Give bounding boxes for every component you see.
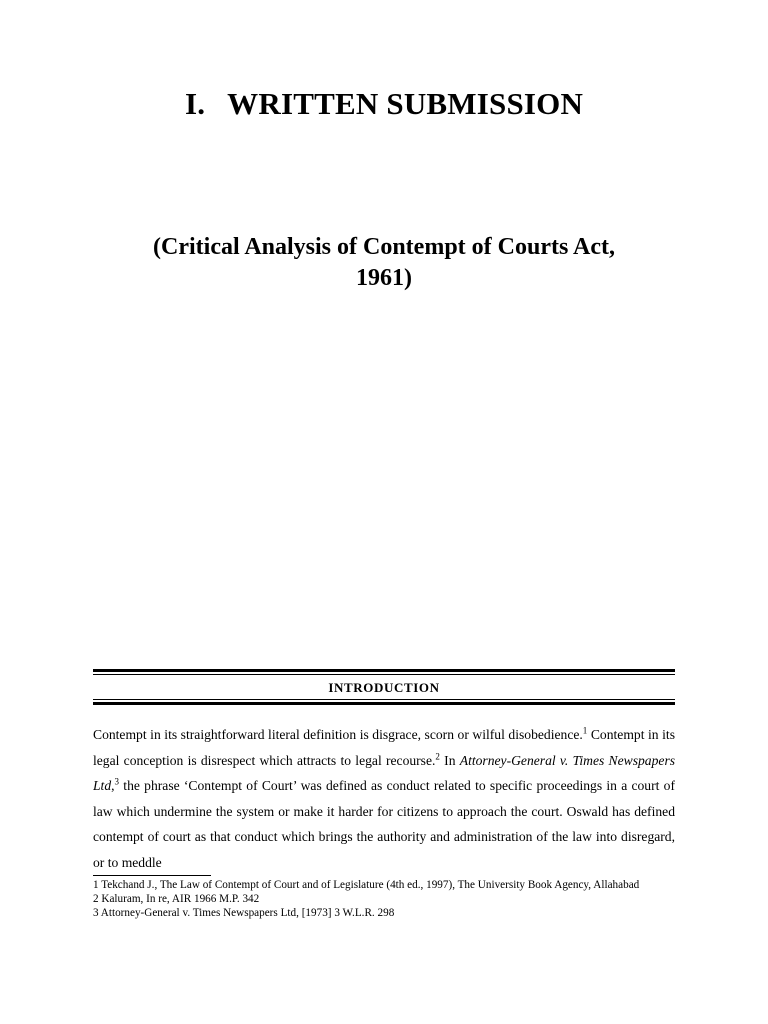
- footnote-separator: [93, 875, 211, 876]
- heading-rule-top-thin: [93, 674, 675, 675]
- title-number: I.: [184, 86, 206, 121]
- subtitle-line-2: 1961): [356, 265, 412, 291]
- subtitle-line-1: (Critical Analysis of Contempt of Courts Act,: [153, 234, 615, 260]
- footnote-2: 2 Kaluram, In re, AIR 1966 M.P. 342: [93, 893, 260, 905]
- body-sentence-4: the phrase ‘Contempt of Court’ was defined as conduct related to specific proceedings in a court of law which undermine the system or make it harder for citizens to approach the court. Oswald has defined contempt of court as that conduct which brings the authority and administration of the law into disregard, or to meddle: [93, 778, 675, 870]
- page-title: [0, 86, 768, 122]
- footnotes: [93, 878, 683, 920]
- title-text: WRITTEN SUBMISSION: [227, 86, 584, 121]
- case-name: Attorney-General v. Times Newspapers Ltd: [93, 752, 675, 793]
- body-paragraph: [93, 722, 675, 875]
- body-sentence-3: In: [439, 752, 460, 768]
- footnote-ref-3[interactable]: 3: [114, 776, 120, 787]
- body-comma: ,: [111, 778, 115, 793]
- body-sentence-2: Contempt in its legal conception is disrespect which attracts to legal recourse.: [93, 727, 675, 768]
- footnote-ref-1[interactable]: 1: [582, 725, 588, 736]
- section-heading: INTRODUCTION: [328, 680, 440, 695]
- page-subtitle: [90, 232, 678, 294]
- heading-rule-bottom-thick: [93, 702, 675, 705]
- footnote-ref-2[interactable]: 2: [435, 750, 440, 761]
- footnote-3: 3 Attorney-General v. Times Newspapers Ltd, [1973] 3 W.L.R. 298: [93, 907, 395, 919]
- footnote-1: 1 Tekchand J., The Law of Contempt of Court and of Legislature (4th ed., 1997), The University Book Agency, Allahabad: [93, 879, 640, 891]
- body-sentence-1: Contempt in its straightforward literal definition is disgrace, scorn or wilful disobedience.: [93, 727, 583, 742]
- heading-rule-bottom-thin: [93, 699, 675, 700]
- section-heading-block: [93, 669, 675, 705]
